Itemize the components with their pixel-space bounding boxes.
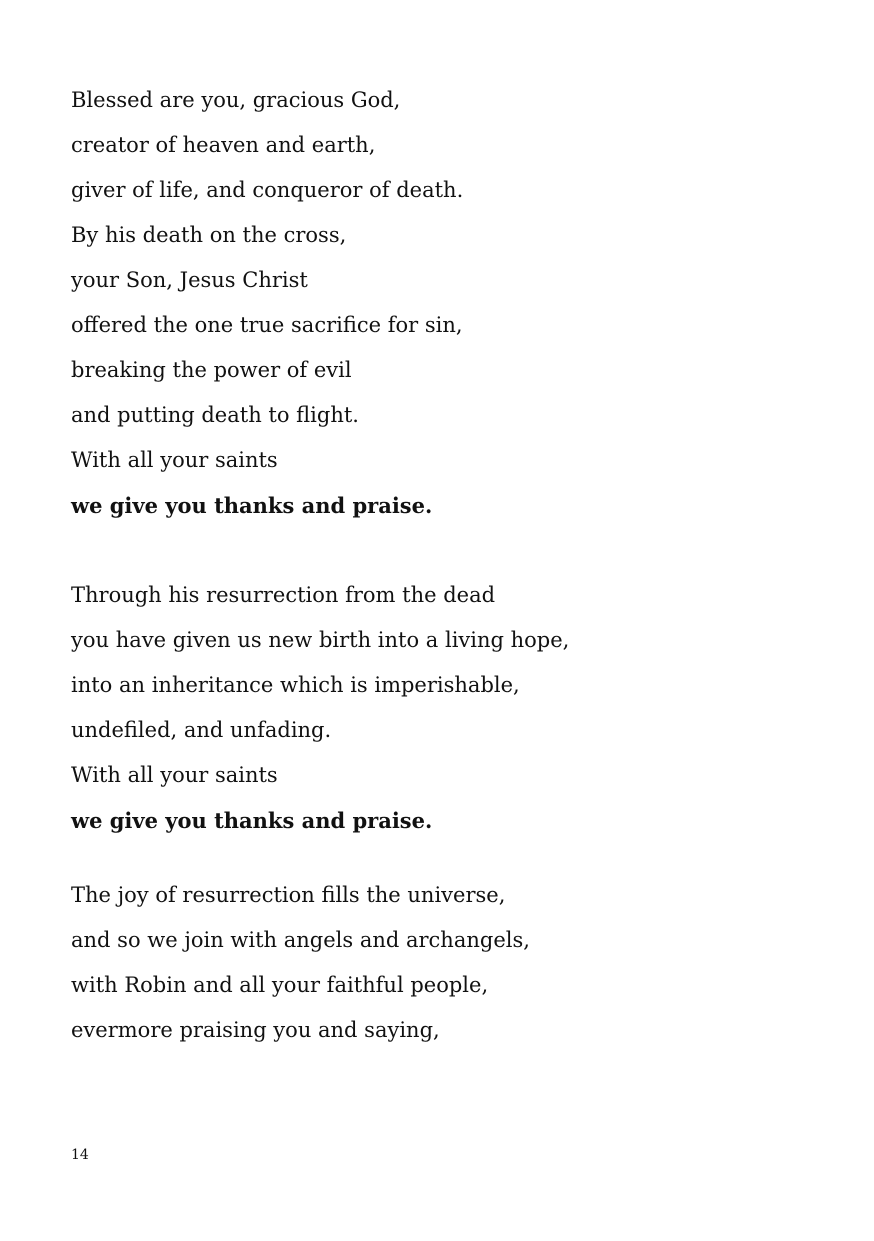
- response-line: we give you thanks and praise.: [71, 493, 433, 518]
- text-line: evermore praising you and saying,: [71, 1018, 440, 1042]
- text-line: you have given us new birth into a living hope,: [71, 628, 570, 652]
- text-line: with Robin and all your faithful people,: [71, 973, 489, 997]
- text-line: With all your saints: [71, 763, 278, 787]
- stanza-1: [71, 78, 463, 528]
- text-line: By his death on the cross,: [71, 223, 347, 247]
- text-line: and putting death to flight.: [71, 403, 359, 427]
- text-line: offered the one true sacrifice for sin,: [71, 313, 463, 337]
- text-line: your Son, Jesus Christ: [71, 268, 308, 292]
- text-line: Through his resurrection from the dead: [71, 583, 496, 607]
- stanza-3: [71, 873, 530, 1053]
- text-line: Blessed are you, gracious God,: [71, 88, 401, 112]
- stanza-2: [71, 573, 569, 843]
- text-line: and so we join with angels and archangels,: [71, 928, 530, 952]
- text-line: giver of life, and conqueror of death.: [71, 178, 464, 202]
- text-line: breaking the power of evil: [71, 358, 352, 382]
- page-number: 14: [71, 1147, 89, 1163]
- text-line: With all your saints: [71, 448, 278, 472]
- response-line: we give you thanks and praise.: [71, 808, 433, 833]
- text-line: The joy of resurrection fills the universe,: [71, 883, 506, 907]
- text-line: undefiled, and unfading.: [71, 718, 332, 742]
- text-line: into an inheritance which is imperishable,: [71, 673, 520, 697]
- text-line: creator of heaven and earth,: [71, 133, 376, 157]
